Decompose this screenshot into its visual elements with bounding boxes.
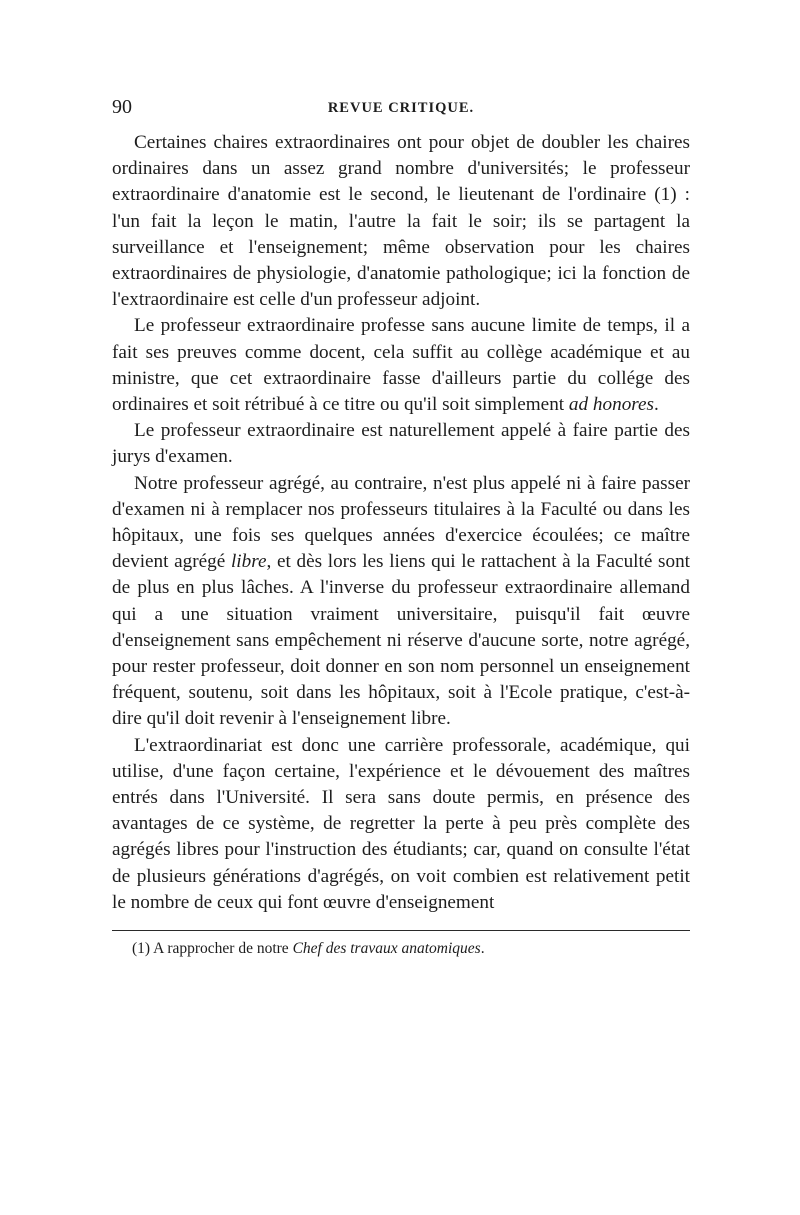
paragraph-2-text: Le professeur extraordinaire professe sans aucune limite de temps, il a fait ses preuves comme docent, cela suffit au collège académique et au ministre, que cet extraordinaire fasse d'ailleurs partie du collége des ordinaires et soit rétribué à ce titre ou qu'il soit simplement bbox=[112, 315, 690, 416]
footnote-marker: (1) bbox=[132, 940, 151, 958]
paragraph-3: Le professeur extraordinaire est naturellement appelé à faire partie des jurys d'examen. bbox=[112, 420, 690, 468]
running-title: REVUE CRITIQUE. bbox=[327, 100, 475, 116]
body-text bbox=[112, 130, 690, 916]
italic-libre: libre bbox=[230, 551, 267, 573]
paragraph-5: L'extraordinariat est donc une carrière professorale, académique, qui utilise, d'une façon certaine, l'expérience et le dévouement des maîtres entrés dans l'Université. Il sera sans doute permis, en présence des avantages de ce système, de regretter la perte à peu près complète des agrégés libres pour l'instruction des étudiants; car, quand on consulte l'état de plusieurs générations d'agrégés, on voit combien est relativement petit le nombre de ceux qui font œuvre d'enseignement bbox=[112, 734, 690, 913]
footnote-divider bbox=[112, 930, 690, 931]
book-page bbox=[112, 96, 690, 959]
paragraph-2-end: . bbox=[654, 394, 659, 416]
italic-ad-honores: ad honores bbox=[568, 394, 655, 416]
footnote-text: A rapprocher de notre bbox=[153, 940, 293, 958]
running-head bbox=[112, 96, 690, 126]
footnote-end: . bbox=[480, 940, 485, 958]
paragraph-2 bbox=[112, 313, 690, 418]
footnote bbox=[112, 939, 690, 959]
paragraph-4-text: Notre professeur agrégé, au contraire, n'est plus appelé ni à faire passer d'examen ni à remplacer nos professeurs titulaires à la Faculté ou dans les hôpitaux, une fois ses quelques années d'exercice écoulées; ce maître devient agrégé bbox=[112, 472, 690, 573]
paragraph-4-rest: , et dès lors les liens qui le rattachent à la Faculté sont de plus en plus lâches. A l'inverse du professeur extraordinaire allemand qui a une situation vraiment universitaire, puisqu'il fait œuvre d'enseignement sans empêchement ni réserve d'aucune sorte, notre agrégé, pour rester professeur, doit donner en son nom personnel un enseignement fréquent, soutenu, soit dans les hôpitaux, soit à l'Ecole pratique, c'est-à-dire qu'il doit revenir à l'enseignement libre. bbox=[112, 551, 690, 730]
paragraph-4 bbox=[112, 471, 690, 733]
footnote-italic: Chef des travaux anatomiques bbox=[292, 940, 481, 958]
paragraph-1: Certaines chaires extraordinaires ont pour objet de doubler les chaires ordinaires dans un assez grand nombre d'universités; le professeur extraordinaire d'anatomie est le second, le lieutenant de l'ordinaire (1) : l'un fait la leçon le matin, l'autre la fait le soir; ils se partagent la surveillance et l'enseignement; même observation pour les chaires extraordinaires de physiologie, d'anatomie pathologique; ici la fonction de l'extraordinaire est celle d'un professeur adjoint. bbox=[112, 132, 690, 311]
page-number: 90 bbox=[112, 96, 132, 118]
